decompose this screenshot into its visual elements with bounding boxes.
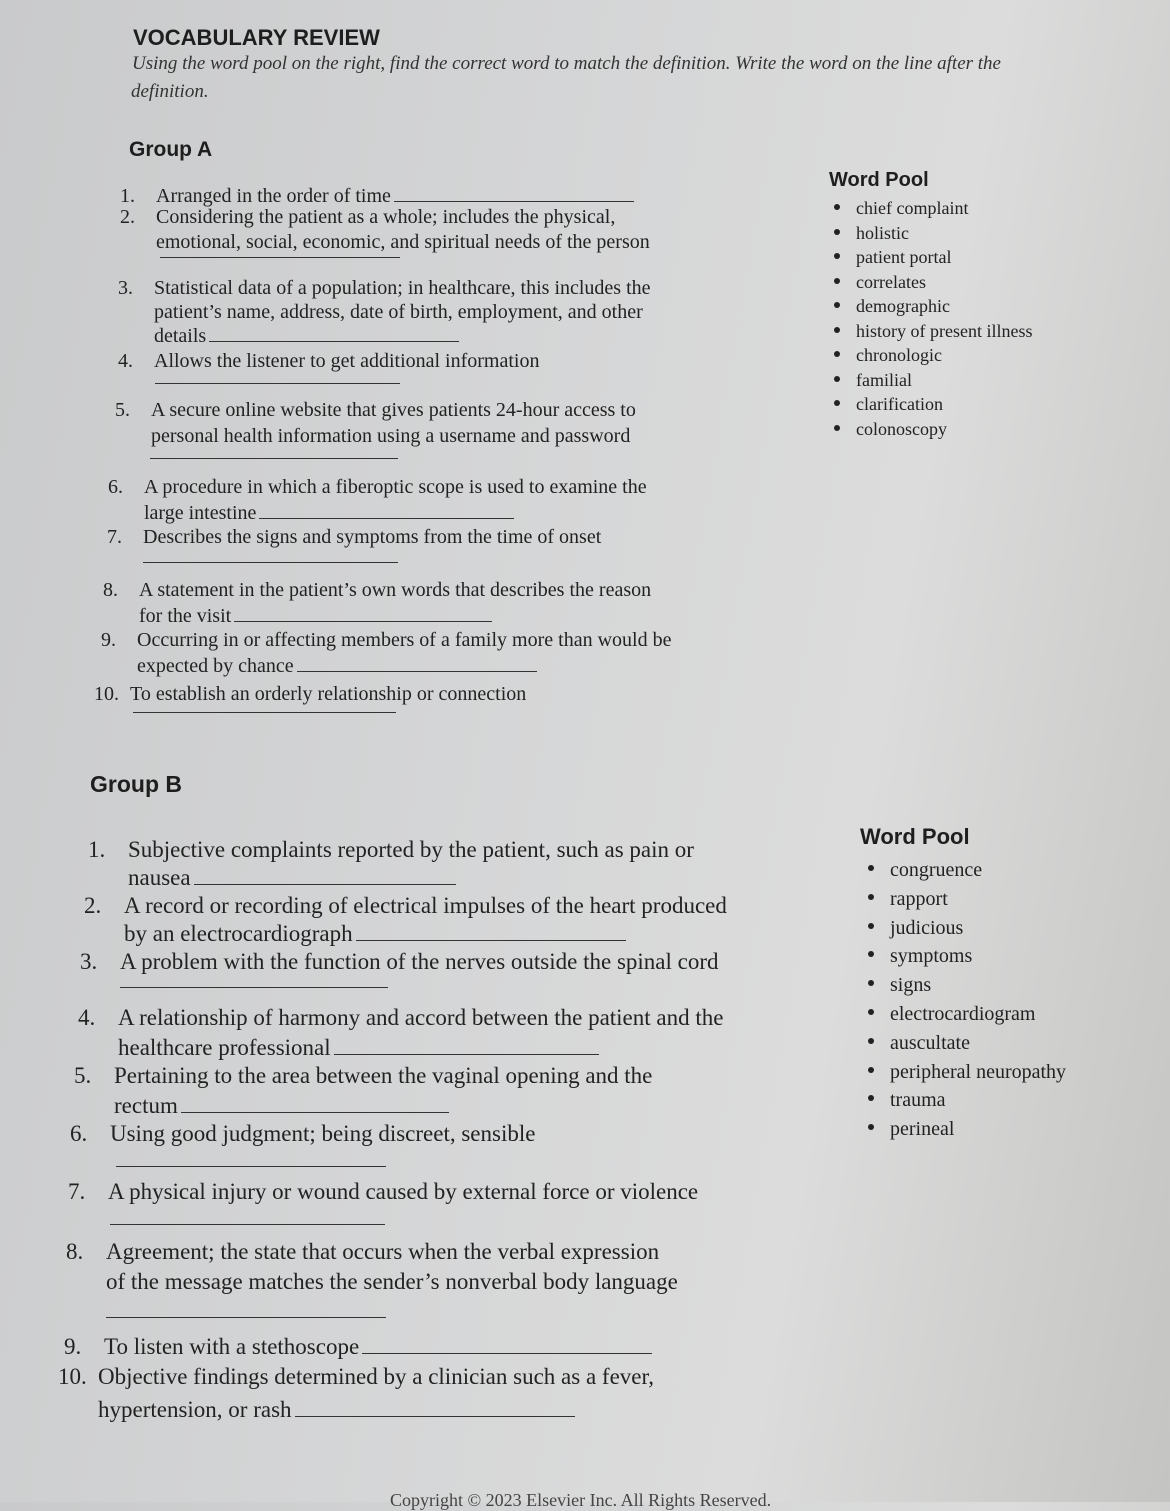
answer-blank[interactable] xyxy=(209,340,459,342)
definition-text: expected by chance xyxy=(137,655,294,677)
answer-blank[interactable] xyxy=(133,712,396,713)
item-number: 6. xyxy=(108,476,123,498)
answer-blank[interactable] xyxy=(334,1053,599,1055)
item-number: 10. xyxy=(58,1364,87,1389)
answer-blank[interactable] xyxy=(120,987,388,988)
item-number: 7. xyxy=(68,1179,86,1204)
item-number: 1. xyxy=(120,185,135,207)
definition-line xyxy=(107,527,601,548)
word-pool-item xyxy=(856,221,1032,246)
bullet-icon xyxy=(834,278,840,284)
word-pool-item xyxy=(856,319,1032,344)
page-title: VOCABULARY REVIEW xyxy=(133,25,380,50)
definition-line xyxy=(154,326,459,347)
word-pool-item xyxy=(856,392,1032,417)
answer-blank[interactable] xyxy=(181,1111,449,1113)
definition-line xyxy=(64,1335,652,1359)
definition-line xyxy=(139,606,492,627)
group-b-word-pool xyxy=(890,856,1066,1144)
group-a-word-pool xyxy=(856,196,1032,441)
answer-blank[interactable] xyxy=(194,883,456,885)
item-number: 1. xyxy=(88,837,106,862)
answer-blank[interactable] xyxy=(259,517,514,519)
definition-text: for the visit xyxy=(139,605,232,627)
bullet-icon xyxy=(834,425,840,431)
item-number: 4. xyxy=(78,1005,96,1030)
item-number: 6. xyxy=(70,1121,88,1146)
word-pool-item xyxy=(890,1058,1066,1087)
word-pool-word: holistic xyxy=(856,222,909,243)
definition-text: Allows the listener to get additional information xyxy=(154,350,540,372)
definition-line xyxy=(118,351,539,372)
definition-line xyxy=(137,656,537,677)
item-number: 5. xyxy=(74,1063,92,1088)
answer-blank[interactable] xyxy=(155,383,400,384)
definition-line xyxy=(84,894,727,918)
word-pool-item xyxy=(890,885,1066,914)
bullet-icon xyxy=(868,894,874,900)
word-pool-word: trauma xyxy=(890,1089,946,1112)
bullet-icon xyxy=(868,1009,874,1015)
word-pool-item xyxy=(890,1115,1066,1144)
word-pool-item xyxy=(856,270,1032,295)
word-pool-item xyxy=(856,417,1032,442)
group-b-word-pool-title: Word Pool xyxy=(860,824,970,849)
definition-text: A physical injury or wound caused by external force or violence xyxy=(108,1179,699,1204)
definition-line xyxy=(68,1180,698,1204)
word-pool-word: colonoscopy xyxy=(856,418,947,439)
definition-text: Occurring in or affecting members of a family more than would be xyxy=(137,629,672,651)
word-pool-word: correlates xyxy=(856,271,926,292)
bullet-icon xyxy=(868,865,874,871)
word-pool-item xyxy=(856,294,1032,319)
answer-blank[interactable] xyxy=(116,1166,386,1167)
definition-text: A record or recording of electrical impulses of the heart produced xyxy=(124,893,727,918)
definition-text: Subjective complaints reported by the patient, such as pain or xyxy=(128,837,694,862)
answer-blank[interactable] xyxy=(110,1224,385,1225)
group-a-word-pool-title: Word Pool xyxy=(829,169,929,191)
definition-text: Using good judgment; being discreet, sensible xyxy=(110,1121,536,1146)
word-pool-item xyxy=(890,971,1066,1000)
item-number: 8. xyxy=(66,1239,84,1264)
definition-line xyxy=(80,950,719,974)
word-pool-item xyxy=(856,245,1032,270)
definition-line xyxy=(58,1365,654,1389)
item-number: 3. xyxy=(80,949,98,974)
definition-line xyxy=(74,1064,652,1088)
definition-text: personal health information using a username and password xyxy=(151,425,631,447)
answer-blank[interactable] xyxy=(234,620,492,622)
definition-line xyxy=(94,684,526,705)
bullet-icon xyxy=(868,1095,874,1101)
bullet-icon xyxy=(834,204,840,210)
word-pool-word: symptoms xyxy=(890,945,973,968)
definition-text: by an electrocardiograph xyxy=(124,921,353,946)
definition-text: Pertaining to the area between the vaginal opening and the xyxy=(114,1063,653,1088)
word-pool-word: demographic xyxy=(856,296,950,316)
word-pool-word: chronologic xyxy=(856,345,942,365)
definition-text: nausea xyxy=(128,865,191,890)
word-pool-item xyxy=(856,368,1032,393)
definition-line xyxy=(120,186,634,207)
word-pool-item xyxy=(890,1086,1066,1115)
definition-line xyxy=(101,630,671,651)
definition-text: large intestine xyxy=(144,502,257,524)
definition-text: A secure online website that gives patients 24-hour access to xyxy=(151,399,636,421)
word-pool-word: rapport xyxy=(890,887,948,910)
word-pool-word: chief complaint xyxy=(856,198,969,218)
definition-text: Objective findings determined by a clinician such as a fever, xyxy=(98,1364,654,1389)
answer-blank[interactable] xyxy=(160,257,400,258)
word-pool-word: perineal xyxy=(890,1118,955,1141)
answer-blank[interactable] xyxy=(106,1317,386,1318)
bullet-icon xyxy=(834,253,840,259)
definition-line xyxy=(120,207,615,228)
definition-text: details xyxy=(154,325,207,347)
bullet-icon xyxy=(834,400,840,406)
answer-blank[interactable] xyxy=(150,458,398,459)
definition-line xyxy=(151,426,630,447)
bullet-icon xyxy=(868,951,874,957)
definition-line xyxy=(88,838,694,862)
item-number: 3. xyxy=(118,277,133,299)
word-pool-word: history of present illness xyxy=(856,320,1033,341)
group-b-title: Group B xyxy=(90,771,182,797)
item-number: 5. xyxy=(115,399,130,421)
answer-blank[interactable] xyxy=(394,200,634,202)
definition-line xyxy=(124,922,626,946)
copyright-footer: Copyright © 2023 Elsevier Inc. All Rights Reserved. xyxy=(390,1490,772,1510)
bullet-icon xyxy=(834,376,840,382)
group-a-title: Group A xyxy=(129,138,213,161)
definition-line xyxy=(128,866,456,890)
answer-blank[interactable] xyxy=(297,670,537,672)
answer-blank[interactable] xyxy=(143,562,398,563)
bullet-icon xyxy=(868,1124,874,1130)
instructions-line-2: definition. xyxy=(131,81,209,102)
definition-text: A problem with the function of the nerves outside the spinal cord xyxy=(120,949,719,974)
answer-blank[interactable] xyxy=(362,1352,652,1354)
definition-line xyxy=(98,1398,575,1422)
word-pool-item xyxy=(890,856,1066,885)
bullet-icon xyxy=(868,1038,874,1044)
word-pool-word: signs xyxy=(890,974,932,997)
definition-line xyxy=(154,302,643,323)
definition-line xyxy=(118,1036,599,1060)
item-number: 2. xyxy=(84,893,102,918)
definition-text: of the message matches the sender’s nonverbal body language xyxy=(106,1269,678,1294)
definition-text: Arranged in the order of time xyxy=(156,185,391,207)
word-pool-word: clarification xyxy=(856,394,943,414)
bullet-icon xyxy=(834,302,840,308)
definition-line xyxy=(66,1240,659,1264)
definition-text: A procedure in which a fiberoptic scope is used to examine the xyxy=(144,476,647,498)
definition-text: To establish an orderly relationship or connection xyxy=(130,683,527,705)
word-pool-item xyxy=(890,914,1066,943)
definition-text: To listen with a stethoscope xyxy=(104,1334,360,1359)
bullet-icon xyxy=(834,229,840,235)
answer-blank[interactable] xyxy=(356,939,626,941)
definition-line xyxy=(103,580,651,601)
definition-line xyxy=(115,400,636,421)
definition-line xyxy=(106,1270,678,1294)
definition-line xyxy=(118,278,651,299)
bullet-icon xyxy=(834,327,840,333)
definition-text: A statement in the patient’s own words that describes the reason xyxy=(139,579,652,601)
word-pool-item xyxy=(890,1029,1066,1058)
word-pool-word: electrocardiogram xyxy=(890,1002,1036,1025)
word-pool-word: judicious xyxy=(890,916,964,939)
item-number: 10. xyxy=(94,683,119,705)
word-pool-item xyxy=(890,942,1066,971)
definition-text: Considering the patient as a whole; includes the physical, xyxy=(156,206,616,228)
bullet-icon xyxy=(868,1067,874,1073)
item-number: 7. xyxy=(107,526,122,548)
word-pool-word: familial xyxy=(856,369,912,390)
word-pool-word: congruence xyxy=(890,859,983,881)
bullet-icon xyxy=(834,351,840,357)
word-pool-word: patient portal xyxy=(856,247,952,267)
definition-line xyxy=(78,1006,723,1030)
definition-text: rectum xyxy=(114,1093,178,1118)
item-number: 9. xyxy=(101,629,116,651)
definition-line xyxy=(108,477,647,498)
definition-text: A relationship of harmony and accord between the patient and the xyxy=(118,1005,724,1030)
definition-line xyxy=(144,503,514,524)
definition-text: hypertension, or rash xyxy=(98,1397,292,1422)
definition-text: patient’s name, address, date of birth, employment, and other xyxy=(154,301,643,323)
instructions-line-1: Using the word pool on the right, find the correct word to match the definition. Write the word on the line after the xyxy=(132,53,1001,74)
word-pool-item xyxy=(890,1000,1066,1029)
bullet-icon xyxy=(868,980,874,986)
definition-text: emotional, social, economic, and spiritual needs of the person xyxy=(156,231,650,253)
item-number: 4. xyxy=(118,350,133,372)
definition-text: healthcare professional xyxy=(118,1035,331,1060)
item-number: 2. xyxy=(120,206,135,228)
definition-text: Agreement; the state that occurs when the verbal expression xyxy=(106,1239,660,1264)
definition-line xyxy=(70,1122,535,1146)
item-number: 9. xyxy=(64,1334,82,1359)
word-pool-word: peripheral neuropathy xyxy=(890,1060,1067,1083)
bullet-icon xyxy=(868,923,874,929)
item-number: 8. xyxy=(103,579,118,601)
answer-blank[interactable] xyxy=(295,1415,575,1417)
definition-text: Describes the signs and symptoms from the time of onset xyxy=(143,526,602,548)
definition-text: Statistical data of a population; in healthcare, this includes the xyxy=(154,277,651,299)
word-pool-word: auscultate xyxy=(890,1031,970,1054)
definition-line xyxy=(114,1094,449,1118)
word-pool-item xyxy=(856,343,1032,368)
definition-line xyxy=(156,232,650,253)
word-pool-item xyxy=(856,196,1032,221)
